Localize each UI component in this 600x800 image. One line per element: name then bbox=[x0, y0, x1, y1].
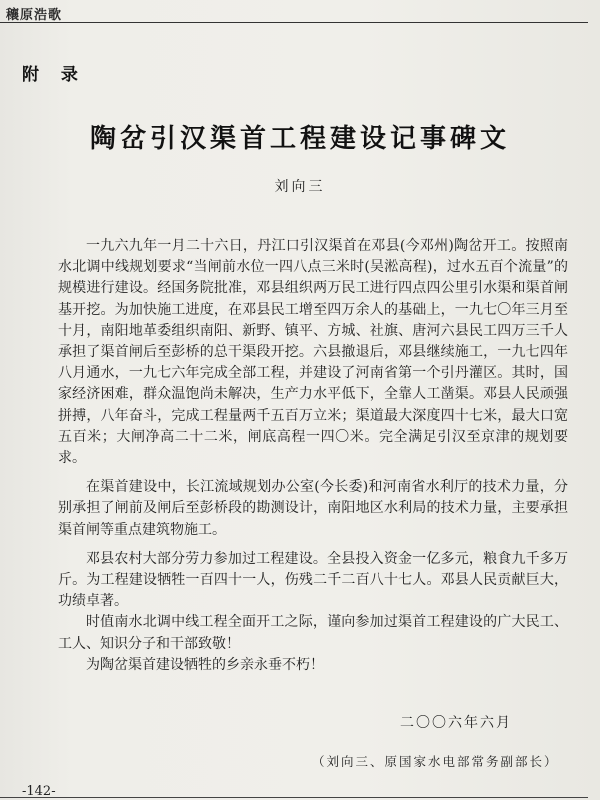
signature-line: （刘向三、原国家水电部常务副部长） bbox=[312, 754, 559, 769]
header-rule bbox=[0, 22, 588, 23]
section-label: 附 录 bbox=[22, 65, 86, 85]
paragraph-3: 邓县农村大部分劳力参加过工程建设。全县投入资金一亿多元，粮食九千多万斤。为工程建设牺牲一百四十一人，伤残二千二百八十七人。邓县人民贡献巨大，功绩卓著。 bbox=[58, 550, 568, 610]
paragraph-5: 为陶岔渠首建设牺牲的乡亲永垂不朽！ bbox=[86, 656, 324, 673]
paragraph-1: 一九六九年一月二十六日，丹江口引汉渠首在邓县(今邓州)陶岔开工。按照南水北调中线规划要求“当闸前水位一四八点三米时(吴淞高程)，过水五百个流量”的规模进行建设。经国务院批准，邓县组织两万民工进行四点四公里引水渠和渠首闸基开挖。为加快施工进度，在邓县民工增至四万余人的基础上，一九七〇年三月至十月，南阳地革委组织南阳、新野、镇平、方城、社旗、唐河六县民工四万三千人承担了渠首闸后至彭桥的总干渠段开挖。六县撤退后，邓县继续施工，一九七四年八月通水，一九七六年完成全部工程，并建设了河南省第一个引丹灌区。其时，国家经济困难，群众温饱尚未解决，生产力水平低下，全靠人工凿渠。邓县人民顽强拼搏，八年奋斗，完成工程量两千五百万立米；渠道最大深度四十七米，最大口宽五百米；大闸净高二十二米，闸底高程一四〇米。完全满足引汉至京津的规划要求。 bbox=[58, 238, 568, 467]
date-line: 二〇〇六年六月 bbox=[400, 715, 512, 731]
paragraph-2: 在渠首建设中，长江流域规划办公室(今长委)和河南省水利厅的技术力量，分别承担了闸前及闸后至彭桥段的勘测设计，南阳地区水利局的技术力量，主要承担渠首闸等重点建筑物施工。 bbox=[58, 479, 568, 538]
footer-rule bbox=[0, 797, 588, 798]
running-head: 穰原浩歌 bbox=[6, 8, 63, 23]
author-name: 刘向三 bbox=[274, 179, 326, 195]
page-number: -142- bbox=[22, 784, 56, 799]
document-title: 陶岔引汉渠首工程建设记事碑文 bbox=[89, 124, 510, 154]
article-body bbox=[58, 236, 568, 676]
paragraph-4: 时值南水北调中线工程全面开工之际，谨向参加过渠首工程建设的广大民工、工人、知识分子和干部致敬！ bbox=[58, 614, 568, 652]
